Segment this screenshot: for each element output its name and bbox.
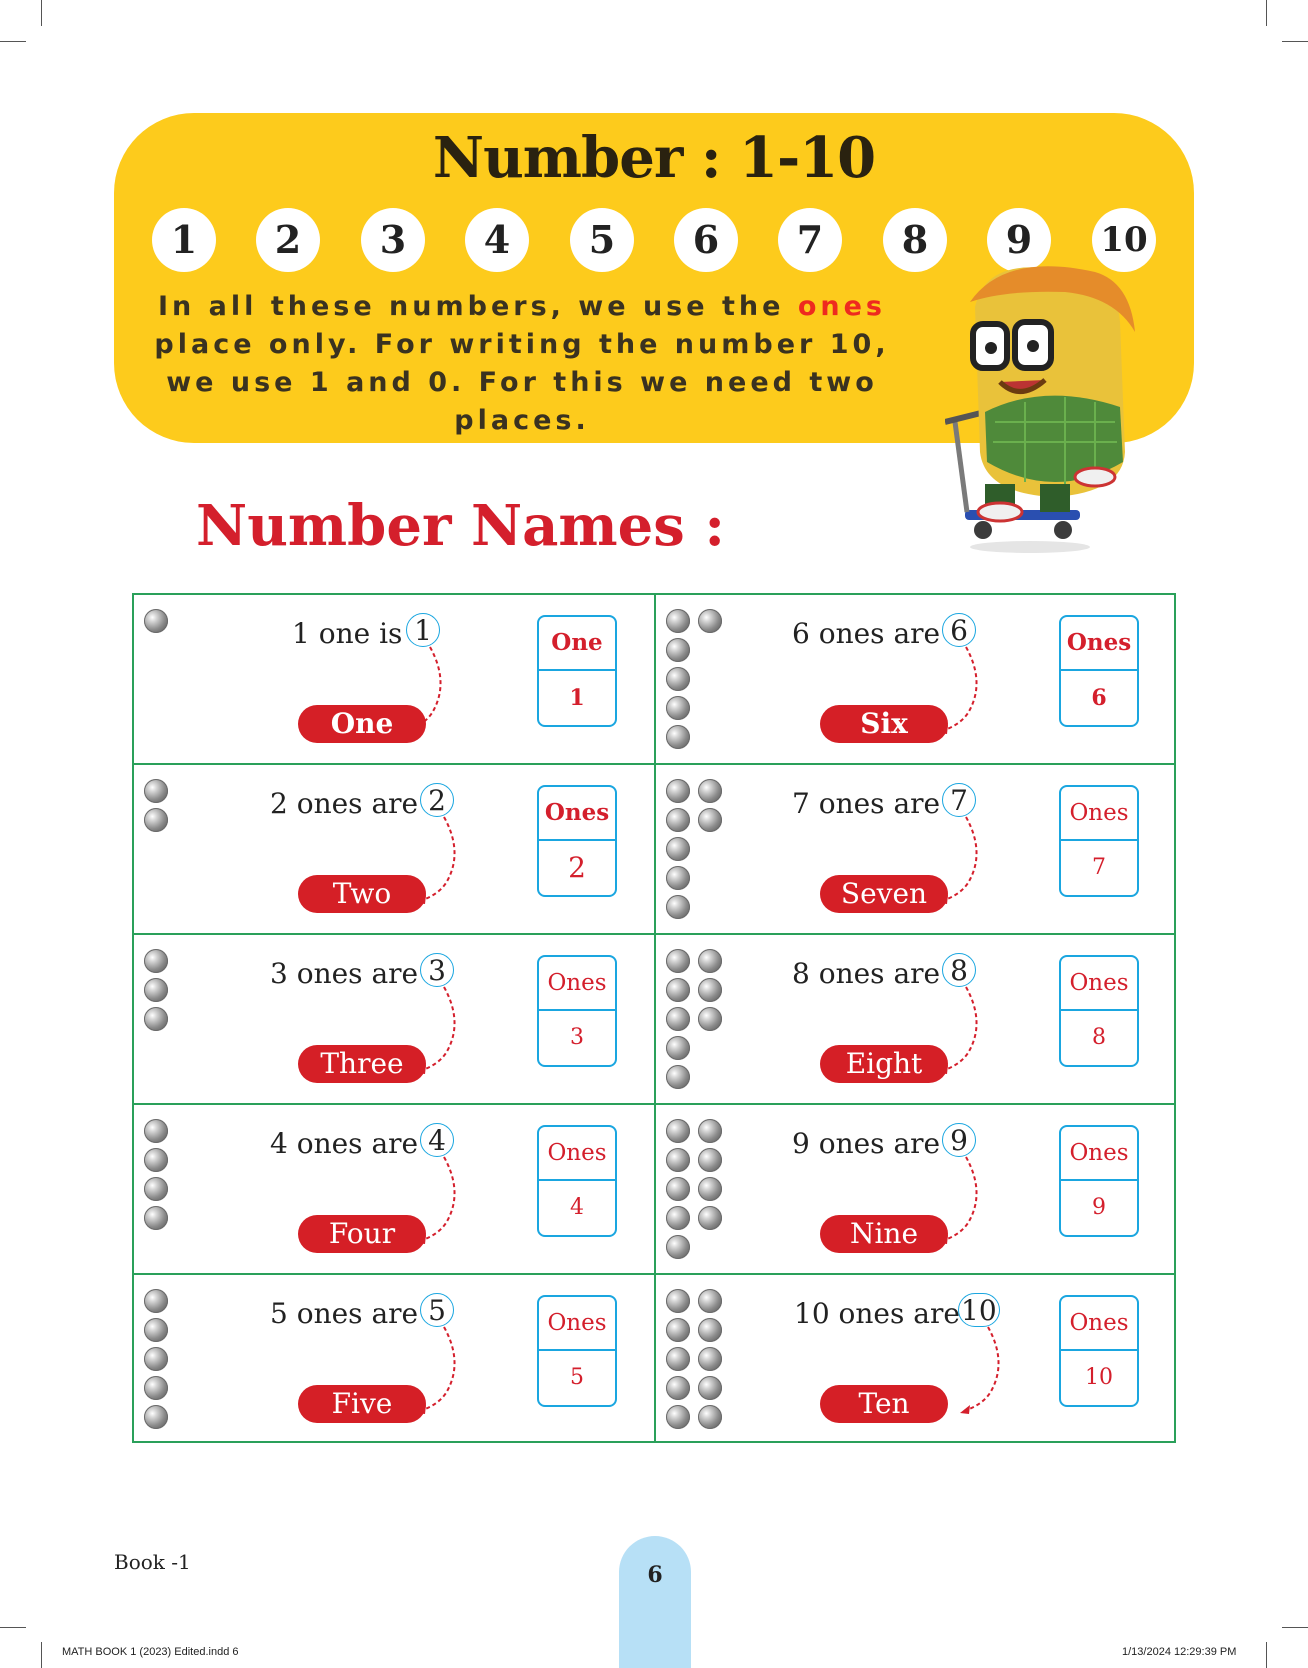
number-circle: 3 bbox=[361, 208, 425, 272]
bead-icon bbox=[666, 808, 690, 832]
book-label: Book -1 bbox=[114, 1550, 191, 1574]
number-cell bbox=[134, 1275, 654, 1444]
number-name-pill: Six bbox=[820, 705, 948, 743]
number-circle: 4 bbox=[465, 208, 529, 272]
number-circle: 5 bbox=[570, 208, 634, 272]
circled-number: 4 bbox=[420, 1123, 454, 1157]
circled-number: 1 bbox=[406, 613, 440, 647]
place-value-box bbox=[1059, 1125, 1139, 1237]
bead-icon bbox=[666, 837, 690, 861]
place-value: 5 bbox=[570, 1365, 584, 1390]
place-value-box bbox=[1059, 1295, 1139, 1407]
bead-icon bbox=[144, 1347, 168, 1371]
number-name-pill: Four bbox=[298, 1215, 426, 1253]
place-value: 6 bbox=[1091, 685, 1107, 711]
bead-icon bbox=[698, 1177, 722, 1201]
place-value-box bbox=[1059, 785, 1139, 897]
bead-icon bbox=[144, 1405, 168, 1429]
slug-right: 1/13/2024 12:29:39 PM bbox=[1122, 1646, 1237, 1658]
bead-column bbox=[666, 609, 730, 759]
count-sentence: 3 ones are bbox=[270, 957, 419, 990]
bead-icon bbox=[144, 1007, 168, 1031]
number-cell bbox=[656, 935, 1176, 1104]
place-value: 2 bbox=[568, 851, 586, 884]
bead-icon bbox=[698, 779, 722, 803]
bead-icon bbox=[698, 1405, 722, 1429]
intro-highlight: ones bbox=[797, 291, 886, 322]
bead-icon bbox=[144, 779, 168, 803]
bead-icon bbox=[666, 949, 690, 973]
bead-column bbox=[666, 949, 730, 1099]
bead-icon bbox=[144, 1318, 168, 1342]
crop-mark bbox=[1282, 1627, 1308, 1628]
place-value-box bbox=[537, 615, 617, 727]
number-names-table bbox=[132, 593, 1176, 1443]
number-cell bbox=[656, 1105, 1176, 1274]
number-circle: 6 bbox=[674, 208, 738, 272]
bead-column bbox=[144, 1119, 208, 1269]
place-value-box bbox=[537, 785, 617, 897]
bead-icon bbox=[666, 609, 690, 633]
bead-icon bbox=[698, 1148, 722, 1172]
count-sentence: 9 ones are bbox=[792, 1127, 941, 1160]
bead-icon bbox=[666, 1289, 690, 1313]
count-sentence: 6 ones are bbox=[792, 617, 941, 650]
bead-icon bbox=[144, 1177, 168, 1201]
bead-icon bbox=[698, 1347, 722, 1371]
crop-mark bbox=[41, 0, 42, 26]
intro-text-start: In all these numbers, we use the bbox=[158, 291, 785, 322]
bead-icon bbox=[144, 1289, 168, 1313]
circled-number: 9 bbox=[942, 1123, 976, 1157]
crop-mark bbox=[0, 1627, 26, 1628]
bead-icon bbox=[144, 1376, 168, 1400]
number-cell bbox=[656, 765, 1176, 934]
place-value: 3 bbox=[570, 1025, 584, 1050]
count-sentence: 4 ones are bbox=[270, 1127, 419, 1160]
number-name-pill: Eight bbox=[820, 1045, 948, 1083]
place-value-box bbox=[537, 955, 617, 1067]
place-divider bbox=[1061, 1349, 1137, 1351]
bead-icon bbox=[698, 808, 722, 832]
circled-number: 2 bbox=[420, 783, 454, 817]
number-cell bbox=[656, 1275, 1176, 1444]
bead-icon bbox=[666, 1065, 690, 1089]
place-divider bbox=[1061, 1179, 1137, 1181]
bead-icon bbox=[666, 638, 690, 662]
bead-icon bbox=[698, 1376, 722, 1400]
place-value-box bbox=[537, 1125, 617, 1237]
mascot-illustration bbox=[945, 262, 1175, 562]
count-sentence: 5 ones are bbox=[270, 1297, 419, 1330]
number-name-pill: Five bbox=[298, 1385, 426, 1423]
place-divider bbox=[539, 1009, 615, 1011]
bead-icon bbox=[666, 779, 690, 803]
count-sentence: 8 ones are bbox=[792, 957, 941, 990]
bead-column bbox=[666, 779, 730, 929]
bead-icon bbox=[666, 1318, 690, 1342]
number-name-pill: One bbox=[298, 705, 426, 743]
number-circle: 8 bbox=[883, 208, 947, 272]
bead-icon bbox=[666, 725, 690, 749]
bead-column bbox=[666, 1119, 730, 1269]
place-divider bbox=[539, 669, 615, 671]
bead-icon bbox=[698, 978, 722, 1002]
place-value: 4 bbox=[570, 1195, 584, 1220]
bead-icon bbox=[666, 1007, 690, 1031]
count-sentence: 7 ones are bbox=[792, 787, 941, 820]
place-divider bbox=[539, 1179, 615, 1181]
number-cell bbox=[134, 765, 654, 934]
bead-icon bbox=[666, 1206, 690, 1230]
intro-text-end: place only. For writing the number 10, we use 1 and 0. For this we need two places. bbox=[154, 329, 890, 436]
bead-icon bbox=[144, 949, 168, 973]
number-name-pill: Ten bbox=[820, 1385, 948, 1423]
banner-title: Number : 1-10 bbox=[432, 125, 876, 191]
crop-mark bbox=[1266, 0, 1267, 26]
slug-left: MATH BOOK 1 (2023) Edited.indd 6 bbox=[62, 1646, 239, 1658]
place-header: Ones bbox=[547, 1310, 607, 1336]
number-name-pill: Two bbox=[298, 875, 426, 913]
intro-text bbox=[142, 288, 902, 440]
bead-icon bbox=[144, 808, 168, 832]
place-value: 8 bbox=[1092, 1025, 1106, 1050]
place-divider bbox=[539, 839, 615, 841]
bead-icon bbox=[698, 1206, 722, 1230]
place-value-box bbox=[1059, 955, 1139, 1067]
crop-mark bbox=[0, 41, 26, 42]
bead-icon bbox=[144, 1206, 168, 1230]
bead-icon bbox=[666, 978, 690, 1002]
bead-icon bbox=[144, 1148, 168, 1172]
crop-mark bbox=[1266, 1642, 1267, 1668]
bead-icon bbox=[666, 895, 690, 919]
number-cell bbox=[656, 595, 1176, 764]
bead-icon bbox=[144, 978, 168, 1002]
circled-number: 10 bbox=[958, 1293, 1000, 1327]
bead-column bbox=[144, 1289, 208, 1439]
bead-icon bbox=[666, 667, 690, 691]
number-circle: 1 bbox=[152, 208, 216, 272]
count-sentence: 2 ones are bbox=[270, 787, 419, 820]
number-cell bbox=[134, 935, 654, 1104]
bead-icon bbox=[698, 1119, 722, 1143]
number-name-pill: Three bbox=[298, 1045, 426, 1083]
section-title: Number Names : bbox=[196, 493, 725, 559]
bead-icon bbox=[666, 866, 690, 890]
bead-icon bbox=[666, 1119, 690, 1143]
crop-mark bbox=[41, 1642, 42, 1668]
bead-icon bbox=[666, 1235, 690, 1259]
place-header: Ones bbox=[1069, 1310, 1129, 1336]
circled-number: 5 bbox=[420, 1293, 454, 1327]
bead-column bbox=[144, 949, 208, 1099]
count-sentence: 10 ones are bbox=[794, 1297, 960, 1330]
count-sentence: 1 one is bbox=[292, 617, 403, 650]
bead-icon bbox=[698, 949, 722, 973]
place-value-box bbox=[537, 1295, 617, 1407]
number-circle: 9 bbox=[987, 208, 1051, 272]
bead-icon bbox=[698, 1007, 722, 1031]
place-divider bbox=[539, 1349, 615, 1351]
bead-icon bbox=[666, 1036, 690, 1060]
dashed-arrow-icon bbox=[958, 1323, 1018, 1423]
place-divider bbox=[1061, 1009, 1137, 1011]
number-name-pill: Seven bbox=[820, 875, 948, 913]
bead-column bbox=[144, 609, 208, 759]
place-header: One bbox=[551, 629, 603, 656]
number-name-pill: Nine bbox=[820, 1215, 948, 1253]
number-circle: 7 bbox=[778, 208, 842, 272]
number-cell bbox=[134, 595, 654, 764]
circled-number: 3 bbox=[420, 953, 454, 987]
bead-icon bbox=[698, 1318, 722, 1342]
bead-column bbox=[666, 1289, 730, 1439]
place-header: Ones bbox=[1069, 970, 1129, 996]
bead-icon bbox=[698, 609, 722, 633]
bead-icon bbox=[666, 1405, 690, 1429]
bead-icon bbox=[666, 1177, 690, 1201]
place-header: Ones bbox=[1069, 1140, 1129, 1166]
circled-number: 8 bbox=[942, 953, 976, 987]
place-value-box bbox=[1059, 615, 1139, 727]
circled-number: 6 bbox=[942, 613, 976, 647]
bead-icon bbox=[666, 1148, 690, 1172]
place-value: 7 bbox=[1092, 855, 1106, 880]
bead-icon bbox=[698, 1289, 722, 1313]
place-header: Ones bbox=[547, 970, 607, 996]
bead-icon bbox=[144, 1119, 168, 1143]
number-circle: 10 bbox=[1092, 208, 1156, 272]
place-header: Ones bbox=[547, 1140, 607, 1166]
bead-column bbox=[144, 779, 208, 929]
place-header: Ones bbox=[1066, 629, 1132, 656]
bead-icon bbox=[666, 1347, 690, 1371]
circled-number: 7 bbox=[942, 783, 976, 817]
place-header: Ones bbox=[1069, 800, 1129, 826]
place-value: 10 bbox=[1085, 1365, 1113, 1390]
place-value: 9 bbox=[1092, 1195, 1106, 1220]
page-number: 6 bbox=[619, 1536, 691, 1668]
place-value: 1 bbox=[569, 685, 585, 711]
place-divider bbox=[1061, 839, 1137, 841]
bead-icon bbox=[666, 1376, 690, 1400]
place-header: Ones bbox=[544, 799, 610, 826]
bead-icon bbox=[144, 609, 168, 633]
number-cell bbox=[134, 1105, 654, 1274]
place-divider bbox=[1061, 669, 1137, 671]
number-circle: 2 bbox=[256, 208, 320, 272]
bead-icon bbox=[666, 696, 690, 720]
crop-mark bbox=[1282, 41, 1308, 42]
